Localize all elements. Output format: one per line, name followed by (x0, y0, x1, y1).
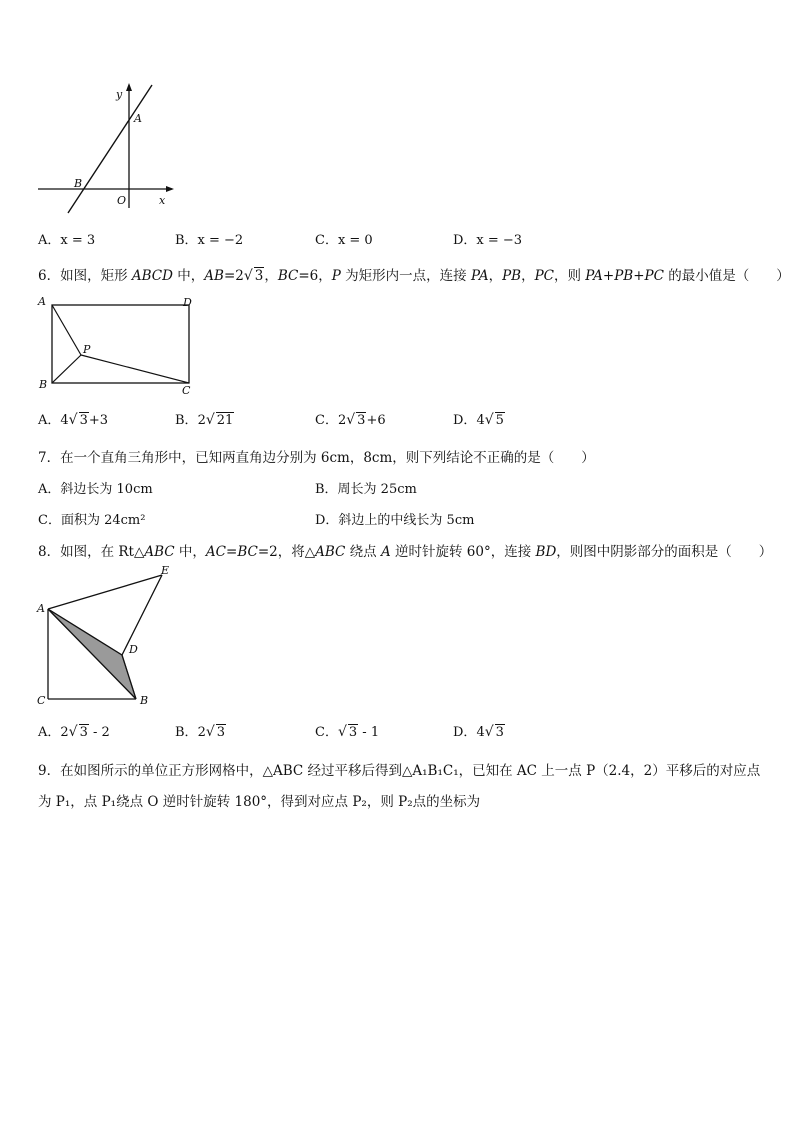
option-tail: +3 (88, 413, 109, 428)
option-letter: A． (38, 413, 61, 428)
q8-stem-var: BD (535, 544, 557, 560)
q6-stem-var: ABCD (131, 268, 173, 284)
q6-stem-var: PA (470, 268, 489, 284)
q6-stem-var: PA+PB+PC (585, 268, 664, 284)
q7-option-c[interactable]: C．面积为 24cm² (38, 513, 146, 528)
sqrt-radicand: 3 (495, 725, 504, 740)
sqrt-radicand: 3 (348, 725, 358, 740)
q6-stem-text: ， (264, 268, 278, 284)
q7-stem: 7．在一个直角三角形中，已知两直角边分别为 6cm，8cm，则下列结论不正确的是（ ） (38, 450, 595, 466)
option-coef: 2 (197, 725, 206, 740)
q6-stem-text: 的最小值是（ ） (663, 268, 790, 284)
label-B: B (140, 694, 149, 707)
option-coef: 4 (60, 413, 69, 428)
label-D: D (129, 643, 138, 656)
label-x: x (159, 194, 166, 207)
q8-stem-text: = (226, 544, 238, 560)
q6-stem-text: =2 (223, 268, 244, 284)
sqrt-radicand: 3 (79, 413, 88, 428)
q8-stem-var: AC (205, 544, 226, 560)
segment-pa (52, 305, 81, 355)
segment-ad (48, 609, 122, 655)
sqrt: √ 3 (68, 724, 88, 740)
label-y: y (116, 88, 123, 101)
q7-option-a[interactable]: A．斜边长为 10cm (38, 482, 153, 497)
q8-stem-text: =2，将△ (257, 544, 316, 560)
label-C: C (182, 384, 191, 397)
sqrt-radicand: 3 (357, 413, 366, 428)
label-C: C (37, 694, 46, 707)
q5-option-b[interactable]: B．x = −2 (175, 233, 244, 248)
q8-stem-var: ABC (315, 544, 346, 560)
option-tail: - 2 (88, 725, 110, 740)
q8-stem-var: A (380, 544, 391, 560)
option-letter: B． (175, 725, 198, 740)
q8-option-a[interactable] (38, 721, 110, 740)
option-coef: 2 (60, 725, 69, 740)
q9-stem-line-1: 9．在如图所示的单位正方形网格中，△ABC 经过平移后得到△A₁B₁C₁，已知在 AC 上一点 P（2.4，2）平移后的对应点 (38, 763, 761, 779)
q6-stem-text: 为矩形内一点，连接 (340, 268, 471, 284)
q5-option-a[interactable]: A．x = 3 (38, 233, 96, 248)
option-letter: D． (453, 413, 477, 428)
q6-rectangle-figure (34, 292, 199, 400)
q8-stem-text: 逆时针旋转 60°，连接 (390, 544, 536, 560)
segment-ed (122, 575, 162, 655)
option-letter: C． (315, 413, 338, 428)
option-letter: B． (175, 413, 198, 428)
q8-option-d[interactable] (453, 721, 505, 740)
sqrt: √ 5 (484, 412, 504, 428)
q8-option-b[interactable] (175, 721, 226, 740)
q5-option-c[interactable]: C．x = 0 (315, 233, 373, 248)
option-tail: +6 (366, 413, 386, 428)
label-D: D (183, 296, 192, 309)
q8-stem-text: 8．如图，在 Rt△ (38, 544, 145, 560)
sqrt-radicand: 5 (495, 413, 504, 428)
q6-stem-text: ，则 (554, 268, 586, 284)
q8-stem-text: 中， (174, 544, 206, 560)
graph-line (68, 85, 152, 213)
rectangle-abcd (52, 305, 189, 383)
q5-option-d[interactable]: D．x = −3 (453, 233, 523, 248)
label-B: B (39, 378, 48, 391)
q8-stem (38, 540, 772, 560)
q6-option-a[interactable] (38, 409, 108, 428)
sqrt-radicand: 3 (254, 268, 264, 284)
label-E: E (161, 564, 170, 577)
segment-ae (48, 575, 162, 609)
q6-stem-var: AB (204, 268, 224, 284)
x-axis-arrow (166, 186, 174, 192)
label-P: P (83, 343, 91, 356)
sqrt: √ 3 (205, 724, 226, 740)
q6-stem-var: PB (502, 268, 522, 284)
sqrt: √ 3 (68, 412, 88, 428)
q5-graph-figure (36, 80, 181, 215)
q8-stem-text: ，则图中阴影部分的面积是（ ） (556, 544, 773, 560)
sqrt: √ 21 (205, 412, 234, 428)
q6-option-c[interactable] (315, 409, 386, 428)
q8-stem-text: 绕点 (345, 544, 381, 560)
sqrt-radicand: 21 (216, 413, 234, 428)
option-letter: A． (38, 725, 61, 740)
q6-stem-var: PC (534, 268, 554, 284)
q6-option-d[interactable] (453, 409, 505, 428)
q6-stem-text: ， (488, 268, 503, 284)
segment-pc (81, 355, 189, 383)
option-letter: D． (453, 725, 477, 740)
label-O: O (117, 194, 127, 207)
q6-stem-text: ， (521, 268, 535, 284)
q6-stem-text: 中， (172, 268, 205, 284)
q9-stem-line-2: 为 P₁，点 P₁绕点 O 逆时针旋转 180°，得到对应点 P₂，则 P₂点的坐标为 (38, 794, 481, 810)
label-A: A (38, 295, 46, 308)
q8-option-c[interactable] (315, 721, 379, 740)
option-coef: 2 (197, 413, 206, 428)
q8-stem-var: BC (237, 544, 258, 560)
q6-stem (38, 264, 790, 284)
sqrt: √ 3 (337, 724, 358, 740)
option-tail: - 1 (358, 725, 380, 740)
q6-option-b[interactable] (175, 409, 234, 428)
segment-pb (52, 355, 81, 383)
label-B: B (74, 177, 83, 190)
q7-option-b[interactable]: B．周长为 25cm (315, 482, 417, 497)
q6-stem-text: =6， (298, 268, 332, 284)
sqrt-radicand: 3 (79, 725, 88, 740)
q6-stem-var: BC (277, 268, 299, 284)
q6-stem-text: 6．如图，矩形 (38, 268, 132, 284)
q6-stem-var: P (331, 268, 341, 284)
y-axis-arrow (126, 83, 132, 91)
label-A: A (37, 602, 45, 615)
option-letter: C． (315, 725, 338, 740)
q8-stem-var: ABC (144, 544, 175, 560)
sqrt: √ 3 (346, 412, 366, 428)
label-A: A (134, 112, 142, 125)
option-coef: 4 (476, 725, 485, 740)
q8-rotation-figure (34, 562, 184, 710)
option-coef: 2 (337, 413, 347, 428)
sqrt: √ 3 (243, 268, 264, 284)
q7-option-d[interactable]: D．斜边上的中线长为 5cm (315, 513, 475, 528)
sqrt: √ 3 (484, 724, 504, 740)
option-coef: 4 (476, 413, 485, 428)
sqrt-radicand: 3 (216, 725, 226, 740)
